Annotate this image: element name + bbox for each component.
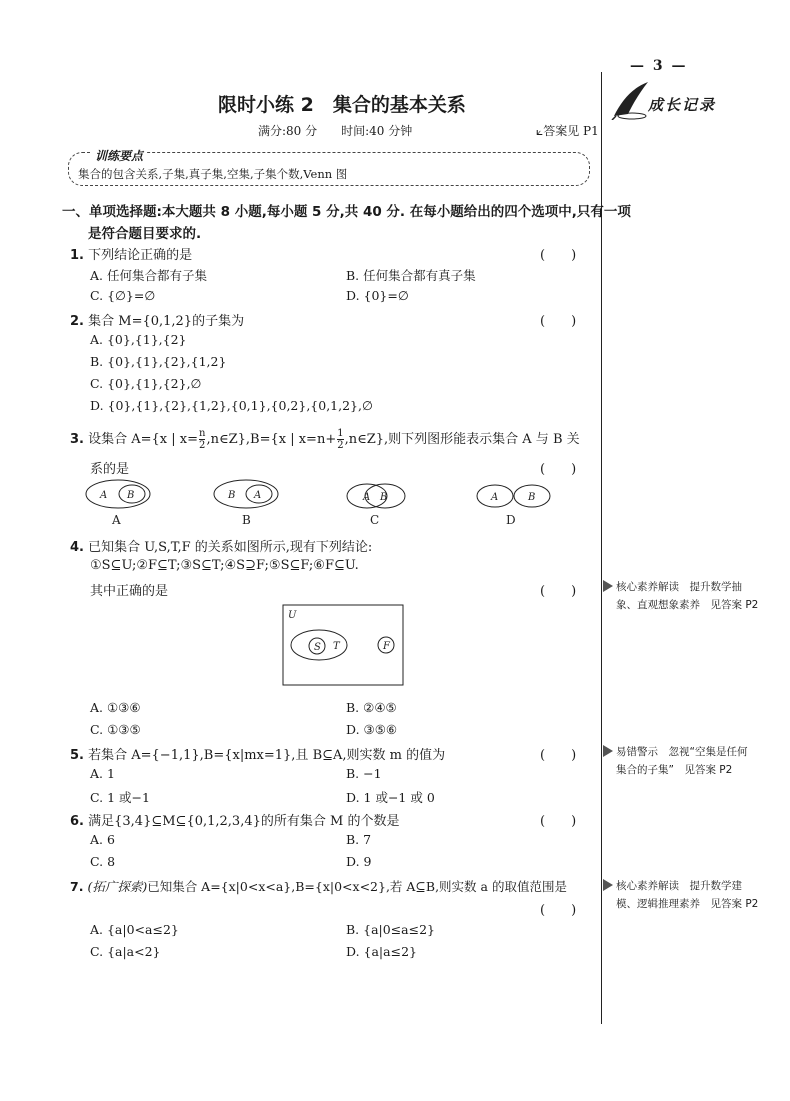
option: D. {a|a≤2}: [346, 944, 417, 959]
question-1-stem: 1. 下列结论正确的是: [70, 248, 193, 263]
option: C. ①③⑤: [90, 722, 141, 737]
note-arrow-icon: [603, 745, 613, 757]
option: C. {0},{1},{2},∅: [90, 376, 202, 391]
option-label: A: [112, 513, 121, 527]
margin-note-2-cont: 集合的子集” 见答案 P2: [616, 764, 733, 776]
question-3-stem: 3. 设集合 A={x | x= $\frac{n}{2}$ ,n∈Z},B={x | x=n+ $\frac{1}{2}$ ,n∈Z},则下列图形能表示集合 A 与 B 关: [70, 428, 580, 451]
question-2-stem: 2. 集合 M={0,1,2}的子集为: [70, 314, 245, 329]
option: A. ①③⑥: [90, 700, 141, 715]
set-label-b: B: [228, 490, 236, 501]
answer-paren: ( ): [540, 584, 577, 599]
set-label-a: A: [100, 490, 108, 501]
question-4-conclusions: ①S⊆U;②F⊆T;③S⊆T;④S⊇F;⑤S⊆F;⑥F⊆U.: [90, 558, 359, 573]
growth-record-label: 成长记录: [648, 96, 717, 114]
set-label-b: B: [127, 490, 135, 501]
option: C. {∅}=∅: [90, 288, 156, 303]
set-label-a: A: [491, 492, 499, 503]
option: B. {a|0≤a≤2}: [346, 922, 436, 937]
page-title: 限时小练 2 集合的基本关系: [218, 94, 466, 116]
option: D. ③⑤⑥: [346, 722, 398, 737]
option: B. 任何集合都有真子集: [346, 268, 476, 283]
option: B. −1: [346, 766, 382, 781]
option: A. 1: [90, 766, 115, 781]
option: B. 7: [346, 832, 372, 847]
margin-note-2: 易错警示 忽视“空集是任何: [616, 746, 748, 758]
option: C. {a|a<2}: [90, 944, 161, 959]
question-6-stem: 6. 满足{3,4}⊆M⊆{0,1,2,3,4}的所有集合 M 的个数是: [70, 814, 400, 829]
option: A. {a|0<a≤2}: [90, 922, 179, 937]
set-label-b: B: [380, 492, 388, 503]
section-heading: 一、单项选择题:本大题共 8 小题,每小题 5 分,共 40 分. 在每小题给出的四个选项中,只有一项: [62, 204, 631, 220]
margin-note-1-cont: 象、直观想象素养 见答案 P2: [616, 599, 759, 611]
answer-paren: ( ): [540, 314, 577, 329]
set-label-f: F: [383, 641, 390, 652]
note-arrow-icon: [603, 879, 613, 891]
set-label-s: S: [314, 642, 321, 653]
margin-note-3-cont: 模、逻辑推理素养 见答案 P2: [616, 898, 759, 910]
section-heading-cont: 是符合题目要求的.: [88, 226, 202, 242]
page-number: — 3 —: [630, 58, 688, 74]
answer-paren: ( ): [540, 248, 577, 263]
answer-reference: ⟀答案见 P1: [536, 124, 599, 138]
option: A. 任何集合都有子集: [90, 268, 207, 283]
set-label-a: A: [363, 492, 371, 503]
set-label-b: B: [528, 492, 536, 503]
option: C. 8: [90, 854, 116, 869]
question-4-stem: 4. 已知集合 U,S,T,F 的关系如图所示,现有下列结论:: [70, 540, 373, 555]
q3-venn-options: [80, 478, 580, 530]
option: D. {0}=∅: [346, 288, 409, 303]
margin-note-3: 核心素养解读 提升数学建: [616, 880, 742, 892]
set-label-u: U: [288, 610, 297, 621]
set-label-t: T: [333, 641, 340, 652]
question-3-stem-cont: 系的是: [90, 462, 130, 477]
question-7-stem: 7. (拓广探索)已知集合 A={x|0<x<a},B={x|0<x<2},若 A⊆B,则实数 a 的取值范围是: [70, 879, 567, 894]
answer-paren: ( ): [540, 748, 577, 763]
option: D. 1 或−1 或 0: [346, 790, 435, 805]
option: B. ②④⑤: [346, 700, 397, 715]
check-icon: ⟀: [536, 124, 544, 138]
score-time: 满分:80 分 时间:40 分钟: [258, 124, 413, 138]
key-points-heading: 训练要点: [92, 147, 146, 164]
set-label-a: A: [254, 490, 262, 501]
question-5-stem: 5. 若集合 A={−1,1},B={x|mx=1},且 B⊆A,则实数 m 的值为: [70, 748, 446, 763]
q4-venn-diagram: [282, 604, 404, 686]
option: C. 1 或−1: [90, 790, 150, 805]
question-4-ask: 其中正确的是: [90, 584, 169, 599]
option: A. 6: [90, 832, 115, 847]
key-points-text: 集合的包含关系,子集,真子集,空集,子集个数,Venn 图: [78, 167, 348, 181]
note-arrow-icon: [603, 580, 613, 592]
option-label: D: [506, 513, 516, 527]
option-label: B: [242, 513, 251, 527]
option: A. {0},{1},{2}: [90, 332, 187, 347]
option-label: C: [370, 513, 380, 527]
answer-paren: ( ): [540, 903, 577, 918]
margin-note-1: 核心素养解读 提升数学抽: [616, 581, 742, 593]
answer-paren: ( ): [540, 462, 577, 477]
option: D. {0},{1},{2},{1,2},{0,1},{0,2},{0,1,2},∅: [90, 398, 373, 413]
answer-paren: ( ): [540, 814, 577, 829]
option: B. {0},{1},{2},{1,2}: [90, 354, 227, 369]
option: D. 9: [346, 854, 372, 869]
